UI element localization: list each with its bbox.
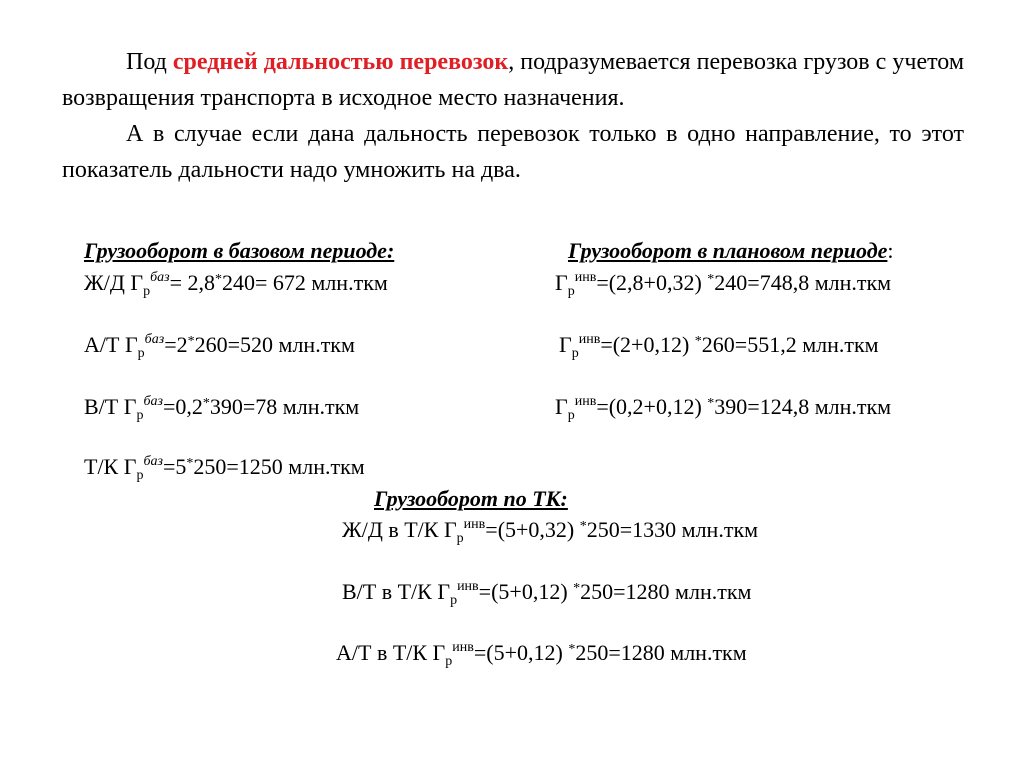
plan-formula-at — [559, 332, 879, 361]
formula-part-a: =(0,2+0,12) — [596, 394, 708, 419]
formula-part-b: 260=520 млн.ткм — [194, 332, 355, 357]
formula-part-b: 260=551,2 млн.ткм — [701, 332, 879, 357]
formula-sub: р — [137, 346, 145, 361]
tk-formula-vt — [342, 579, 752, 608]
formula-prefix: А/Т Г — [84, 332, 138, 357]
base-formula-at — [84, 332, 355, 361]
base-period-heading: Грузооборот в базовом периоде: — [84, 238, 395, 263]
formula-prefix: Г — [555, 394, 568, 419]
formula-sub: р — [456, 531, 464, 546]
multiply-sign: * — [707, 396, 715, 411]
intro-text — [62, 44, 964, 188]
formula-part-b: 250=1280 млн.ткм — [580, 579, 752, 604]
formula-sup: инв — [574, 270, 597, 285]
plan-period-heading — [568, 238, 894, 264]
base-formula-vt — [84, 394, 360, 423]
formula-prefix: В/Т в Т/К Г — [342, 579, 451, 604]
formula-part-b: 250=1280 млн.ткм — [575, 640, 747, 665]
plan-formula-zhd — [555, 270, 892, 299]
multiply-sign: * — [573, 581, 581, 596]
formula-part-b: 390=78 млн.ткм — [209, 394, 360, 419]
multiply-sign: * — [707, 272, 715, 287]
intro-p1-rest: , подразумевается перевозка грузов с учетом возвращения транспорта в исходное место назначения. — [62, 49, 965, 111]
formula-sub: р — [136, 408, 144, 423]
formula-sub: р — [445, 654, 453, 669]
intro-paragraph-1 — [62, 44, 964, 116]
highlighted-term: средней дальностью перевозок — [172, 49, 509, 75]
multiply-sign: * — [694, 334, 702, 349]
multiply-sign: * — [568, 642, 576, 657]
multiply-sign: * — [186, 456, 194, 471]
formula-part-a: =(2+0,12) — [600, 332, 695, 357]
formula-part-b: 390=124,8 млн.ткм — [714, 394, 892, 419]
tk-formula-at — [336, 640, 747, 669]
plan-period-heading-colon: : — [887, 238, 894, 263]
formula-part-a: =0,2 — [162, 394, 203, 419]
formula-part-a: =(5+0,12) — [473, 640, 569, 665]
formula-sup: инв — [452, 640, 474, 655]
formula-sup: баз — [144, 332, 165, 347]
formula-sub: р — [567, 284, 575, 299]
formula-sup: инв — [578, 332, 601, 347]
tk-formula-zhd — [342, 517, 759, 546]
formula-prefix: Т/К Г — [84, 454, 137, 479]
base-formula-tk — [84, 454, 365, 483]
formula-prefix: Г — [555, 270, 568, 295]
plan-formula-vt — [555, 394, 892, 423]
formula-prefix: Ж/Д Г — [84, 270, 144, 295]
formula-prefix: А/Т в Т/К Г — [336, 640, 446, 665]
formula-part-a: =(5+0,32) — [485, 517, 580, 542]
formula-part-b: 240=748,8 млн.ткм — [714, 270, 892, 295]
formula-sup: баз — [150, 270, 170, 285]
formula-part-a: =5 — [162, 454, 187, 479]
plan-period-heading-text: Грузооборот в плановом периоде — [568, 238, 888, 263]
formula-prefix: Ж/Д в Т/К Г — [342, 517, 457, 542]
formula-sub: р — [567, 408, 575, 423]
intro-p1-start: Под — [126, 49, 173, 75]
formula-part-a: =(5+0,12) — [478, 579, 574, 604]
formula-part-b: 240= 672 млн.ткм — [222, 270, 388, 295]
formula-prefix: В/Т Г — [84, 394, 137, 419]
formula-sup: инв — [574, 394, 597, 409]
formula-sup: инв — [457, 579, 479, 594]
formula-sub: р — [143, 284, 151, 299]
formula-sup: инв — [463, 517, 486, 532]
formula-sub: р — [450, 593, 458, 608]
multiply-sign: * — [579, 519, 587, 534]
formula-sub: р — [136, 468, 144, 483]
formula-part-a: =2 — [164, 332, 188, 357]
formula-part-b: 250=1330 млн.ткм — [586, 517, 759, 542]
multiply-sign: * — [202, 396, 210, 411]
formula-sup: баз — [143, 454, 163, 469]
formula-sup: баз — [143, 394, 163, 409]
formula-part-b: 250=1250 млн.ткм — [193, 454, 365, 479]
formula-prefix: Г — [559, 332, 572, 357]
formula-sub: р — [571, 346, 579, 361]
multiply-sign: * — [187, 334, 195, 349]
formula-part-a: =(2,8+0,32) — [596, 270, 708, 295]
base-formula-zhd — [84, 270, 388, 299]
multiply-sign: * — [215, 272, 222, 287]
tk-heading: Грузооборот по ТК: — [374, 486, 568, 511]
intro-paragraph-2: А в случае если дана дальность перевозок только в одно направление, то этот показатель дальности надо умножить на два. — [62, 121, 964, 183]
formula-part-a: = 2,8 — [169, 270, 215, 295]
